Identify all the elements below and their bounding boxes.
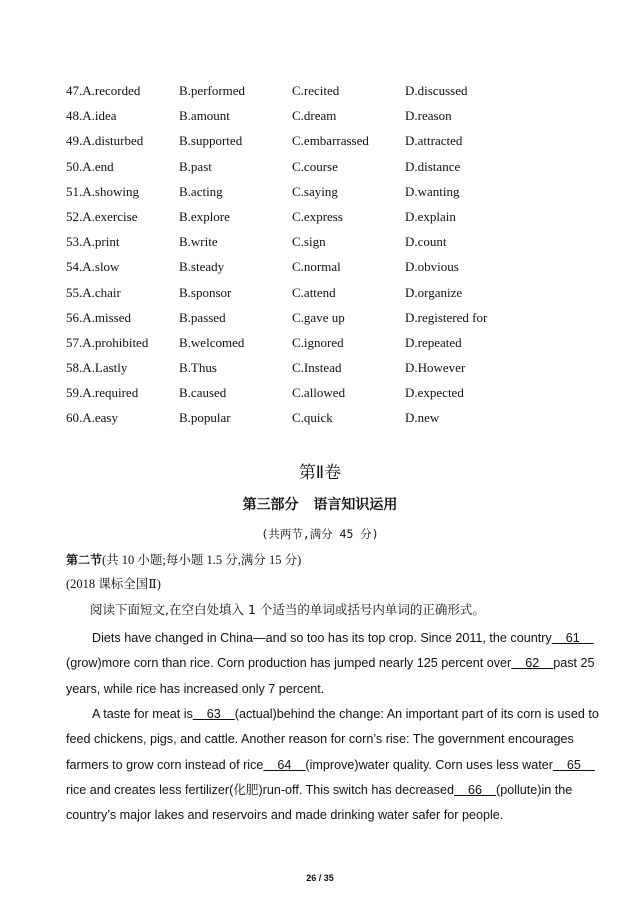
option-c: C.embarrassed xyxy=(292,133,369,149)
option-c: C.express xyxy=(292,208,343,224)
option-d: D.discussed xyxy=(405,83,468,98)
option-d: D.new xyxy=(405,410,440,426)
option-d: D.organize xyxy=(405,284,463,300)
text-line: (grow)more corn than rice. Corn production has jumped nearly 125 percent over 62 past 25 xyxy=(66,656,595,671)
option-c: C.quick xyxy=(292,410,333,426)
part-subtitle: (共两节,满分 45 分) xyxy=(261,527,379,541)
option-d: D.repeated xyxy=(405,334,462,350)
option-c: C.saying xyxy=(292,183,338,199)
text-line: Diets have changed in China—and so too has its top crop. Since 2011, the country 61 xyxy=(92,631,594,645)
volume-title: 第Ⅱ卷 xyxy=(298,463,342,483)
option-d: D.reason xyxy=(405,108,452,124)
option-d: D.registered for xyxy=(405,309,488,325)
section-heading xyxy=(66,550,586,570)
option-b: B.supported xyxy=(179,133,243,149)
text-line: feed chickens, pigs, and cattle. Another reason for corn’s rise: The government encourages xyxy=(66,732,574,747)
option-b: B.popular xyxy=(179,410,231,426)
option-a: 59.A.required xyxy=(66,385,139,401)
blank-66: 66 xyxy=(454,782,496,797)
option-c: C.attend xyxy=(292,284,336,300)
passage-paragraph-2 xyxy=(66,702,599,828)
option-c: C.sign xyxy=(292,234,326,250)
section-detail: (共 10 小题;每小题 1.5 分,满分 15 分) xyxy=(102,553,302,567)
option-a: 47.A.recorded xyxy=(66,83,141,98)
option-d: D.wanting xyxy=(405,183,460,199)
text-line: country’s major lakes and reservoirs and made drinking water safer for people. xyxy=(66,808,504,823)
option-d: D.distance xyxy=(405,158,461,174)
option-c: C.ignored xyxy=(292,334,344,350)
option-row xyxy=(66,256,586,281)
text-line: farmers to grow corn instead of rice 64 (improve)water quality. Corn uses less water 65 xyxy=(66,757,595,772)
option-row xyxy=(66,407,586,432)
option-row xyxy=(66,231,586,256)
option-a: 54.A.slow xyxy=(66,259,120,275)
option-row xyxy=(66,80,586,105)
option-b: B.passed xyxy=(179,309,226,325)
option-c: C.recited xyxy=(292,83,340,98)
option-c: C.gave up xyxy=(292,309,345,325)
option-a: 56.A.missed xyxy=(66,309,131,325)
option-d: D.obvious xyxy=(405,259,459,275)
text-line: rice and creates less fertilizer(化肥)run-off. This switch has decreased 66 (pollute)in the xyxy=(66,782,573,797)
option-row xyxy=(66,382,586,407)
option-c: C.course xyxy=(292,158,338,174)
option-d: D.expected xyxy=(405,385,464,401)
option-a: 51.A.showing xyxy=(66,183,139,199)
option-b: B.performed xyxy=(179,83,246,98)
option-b: B.Thus xyxy=(179,360,217,376)
option-a: 49.A.disturbed xyxy=(66,133,144,149)
blank-64: 64 xyxy=(263,757,306,772)
option-d: D.explain xyxy=(405,208,456,224)
option-a: 57.A.prohibited xyxy=(66,334,149,350)
option-b: B.steady xyxy=(179,259,225,275)
option-a: 60.A.easy xyxy=(66,410,118,426)
blank-65: 65 xyxy=(552,757,595,772)
option-b: B.past xyxy=(179,158,212,174)
option-c: C.Instead xyxy=(292,360,342,376)
option-row xyxy=(66,130,586,155)
option-c: C.dream xyxy=(292,108,337,124)
part-title: 第三部分 语言知识运用 xyxy=(242,497,398,513)
blank-61: 61 xyxy=(551,631,594,645)
option-row xyxy=(66,307,586,332)
option-row xyxy=(66,105,586,130)
option-d: D.However xyxy=(405,360,466,376)
option-a: 58.A.Lastly xyxy=(66,360,128,376)
option-b: B.amount xyxy=(179,108,230,124)
page-number: 26 / 35 xyxy=(306,873,334,883)
option-row xyxy=(66,357,586,382)
option-b: B.sponsor xyxy=(179,284,232,300)
blank-62: 62 xyxy=(511,656,554,671)
option-a: 48.A.idea xyxy=(66,108,117,124)
text-line: years, while rice has increased only 7 percent. xyxy=(66,681,325,696)
option-row xyxy=(66,156,586,181)
option-row xyxy=(66,332,586,357)
option-row xyxy=(66,206,586,231)
option-row xyxy=(66,181,586,206)
option-b: B.write xyxy=(179,234,218,250)
passage-paragraph-1 xyxy=(66,626,595,702)
option-a: 52.A.exercise xyxy=(66,208,138,224)
option-a: 50.A.end xyxy=(66,158,114,174)
option-a: 53.A.print xyxy=(66,234,120,250)
text-line: A taste for meat is 63 (actual)behind the change: An important part of its corn is used to xyxy=(92,707,599,721)
option-c: C.normal xyxy=(292,259,341,275)
option-d: D.attracted xyxy=(405,133,463,149)
option-row xyxy=(66,282,586,307)
source-note: (2018 课标全国Ⅱ) xyxy=(66,577,161,591)
option-d: D.count xyxy=(405,234,447,250)
option-c: C.allowed xyxy=(292,385,346,401)
option-b: B.welcomed xyxy=(179,334,245,350)
section-label: 第二节 xyxy=(66,553,103,567)
blank-63: 63 xyxy=(192,707,235,721)
option-a: 55.A.chair xyxy=(66,284,121,300)
option-b: B.caused xyxy=(179,385,227,401)
instruction-text: 阅读下面短文,在空白处填入 1 个适当的单词或括号内单词的正确形式。 xyxy=(90,602,485,617)
answer-options-list xyxy=(66,80,586,433)
option-b: B.explore xyxy=(179,208,230,224)
option-b: B.acting xyxy=(179,183,223,199)
